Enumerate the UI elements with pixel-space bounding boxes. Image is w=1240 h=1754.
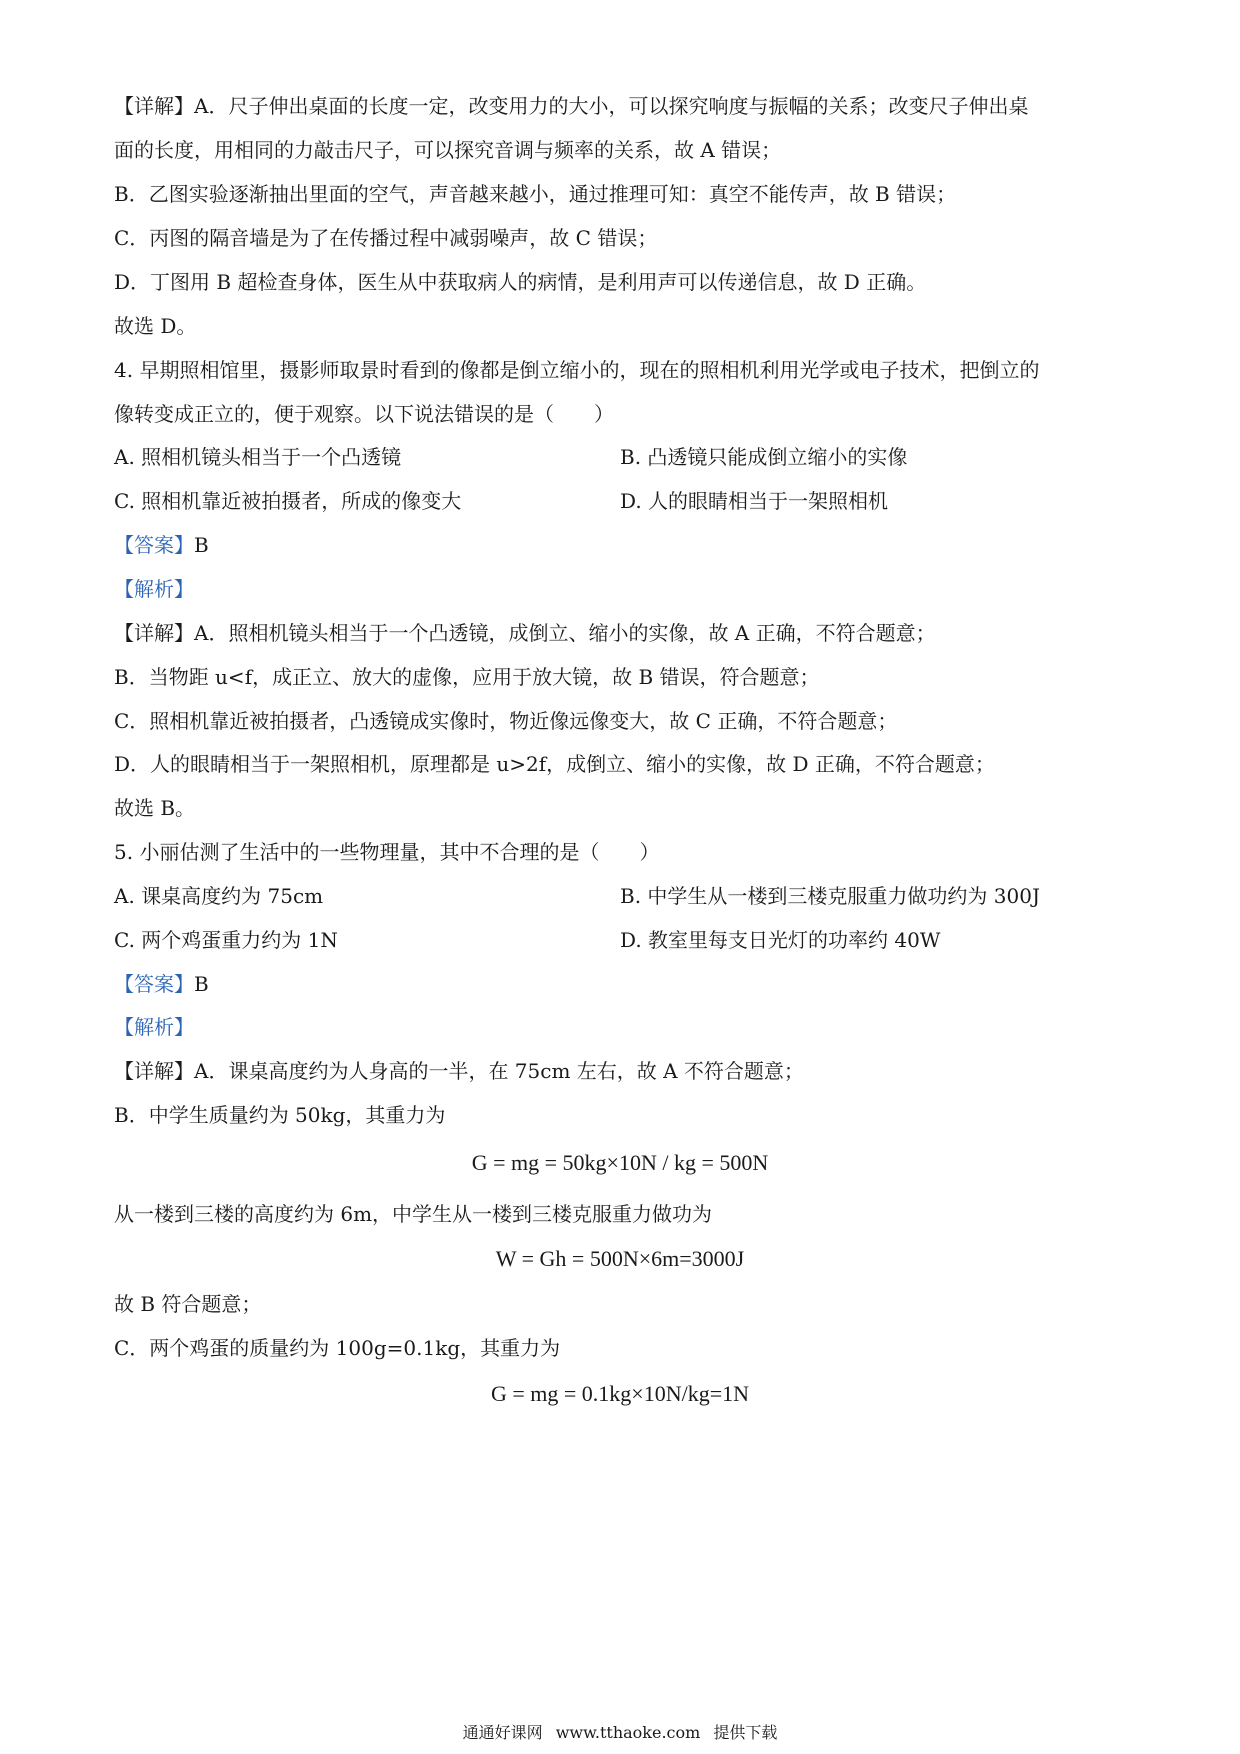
question-4-option-a: A. 照相机镜头相当于一个凸透镜 [114, 445, 402, 469]
question-4-stem: 像转变成正立的，便于观察。以下说法错误的是（ ） [114, 402, 614, 426]
text-line: 面的长度，用相同的力敲击尺子，可以探究音调与频率的关系，故 A 错误； [114, 138, 782, 162]
answer-label: 【答案】 [114, 533, 194, 557]
footer-url[interactable]: www.tthaoke.com [555, 1723, 701, 1742]
text-line: B．中学生质量约为 50kg，其重力为 [114, 1103, 446, 1127]
text-line: D．人的眼睛相当于一架照相机，原理都是 u>2f，成倒立、缩小的实像，故 D 正确，不符合题意； [114, 752, 995, 776]
question-5-stem: 5. 小丽估测了生活中的一些物理量，其中不合理的是（ ） [114, 840, 660, 864]
text-line: 故选 B。 [114, 796, 196, 820]
formula: G = mg = 0.1kg×10N/kg=1N [490, 1381, 750, 1406]
text-line: C．两个鸡蛋的质量约为 100g=0.1kg，其重力为 [114, 1336, 561, 1360]
text-line: B．当物距 u<f，成正立、放大的虚像，应用于放大镜，故 B 错误，符合题意； [114, 665, 820, 689]
text-line: 从一楼到三楼的高度约为 6m，中学生从一楼到三楼克服重力做功为 [114, 1202, 713, 1226]
text-line: B．乙图实验逐渐抽出里面的空气，声音越来越小，通过推理可知：真空不能传声，故 B 错误； [114, 182, 957, 206]
question-5-option-d: D. 教室里每支日光灯的功率约 40W [620, 928, 941, 952]
question-4-answer [114, 531, 1134, 559]
answer-value: B [194, 972, 209, 996]
question-5-analysis-label: 【解析】 [114, 1015, 194, 1039]
question-4-option-d: D. 人的眼睛相当于一架照相机 [620, 489, 889, 513]
question-5-option-a: A. 课桌高度约为 75cm [114, 884, 324, 908]
formula: G = mg = 50kg×10N / kg = 500N [471, 1150, 769, 1175]
page-footer [0, 1722, 1240, 1744]
question-4-option-b: B. 凸透镜只能成倒立缩小的实像 [620, 445, 908, 469]
formula: W = Gh = 500N×6m=3000J [495, 1246, 745, 1271]
footer-tagline: 提供下载 [713, 1723, 778, 1742]
footer-site-name: 通通好课网 [462, 1723, 543, 1742]
text-line: C．丙图的隔音墙是为了在传播过程中减弱噪声，故 C 错误； [114, 226, 658, 250]
text-line: 【详解】A．照相机镜头相当于一个凸透镜，成倒立、缩小的实像，故 A 正确，不符合题意； [114, 621, 936, 645]
question-5-option-b: B. 中学生从一楼到三楼克服重力做功约为 300J [620, 884, 1040, 908]
question-4-stem: 4. 早期照相馆里，摄影师取景时看到的像都是倒立缩小的，现在的照相机利用光学或电子技术，把倒立的 [114, 358, 1040, 382]
answer-value: B [194, 533, 209, 557]
question-4-option-c: C. 照相机靠近被拍摄者，所成的像变大 [114, 489, 462, 513]
text-line: C．照相机靠近被拍摄者，凸透镜成实像时，物近像远像变大，故 C 正确，不符合题意； [114, 709, 898, 733]
text-line: D．丁图用 B 超检查身体，医生从中获取病人的病情，是利用声可以传递信息，故 D 正确。 [114, 270, 927, 294]
text-line: 故 B 符合题意； [114, 1292, 262, 1316]
question-5-option-c: C. 两个鸡蛋重力约为 1N [114, 928, 338, 952]
text-line: 【详解】A．尺子伸出桌面的长度一定，改变用力的大小，可以探究响度与振幅的关系；改变尺子伸出桌 [114, 94, 1029, 118]
question-4-analysis-label: 【解析】 [114, 577, 194, 601]
answer-label: 【答案】 [114, 972, 194, 996]
question-5-answer [114, 970, 1134, 998]
text-line: 故选 D。 [114, 314, 197, 338]
text-line: 【详解】A．课桌高度约为人身高的一半，在 75cm 左右，故 A 不符合题意； [114, 1059, 804, 1083]
